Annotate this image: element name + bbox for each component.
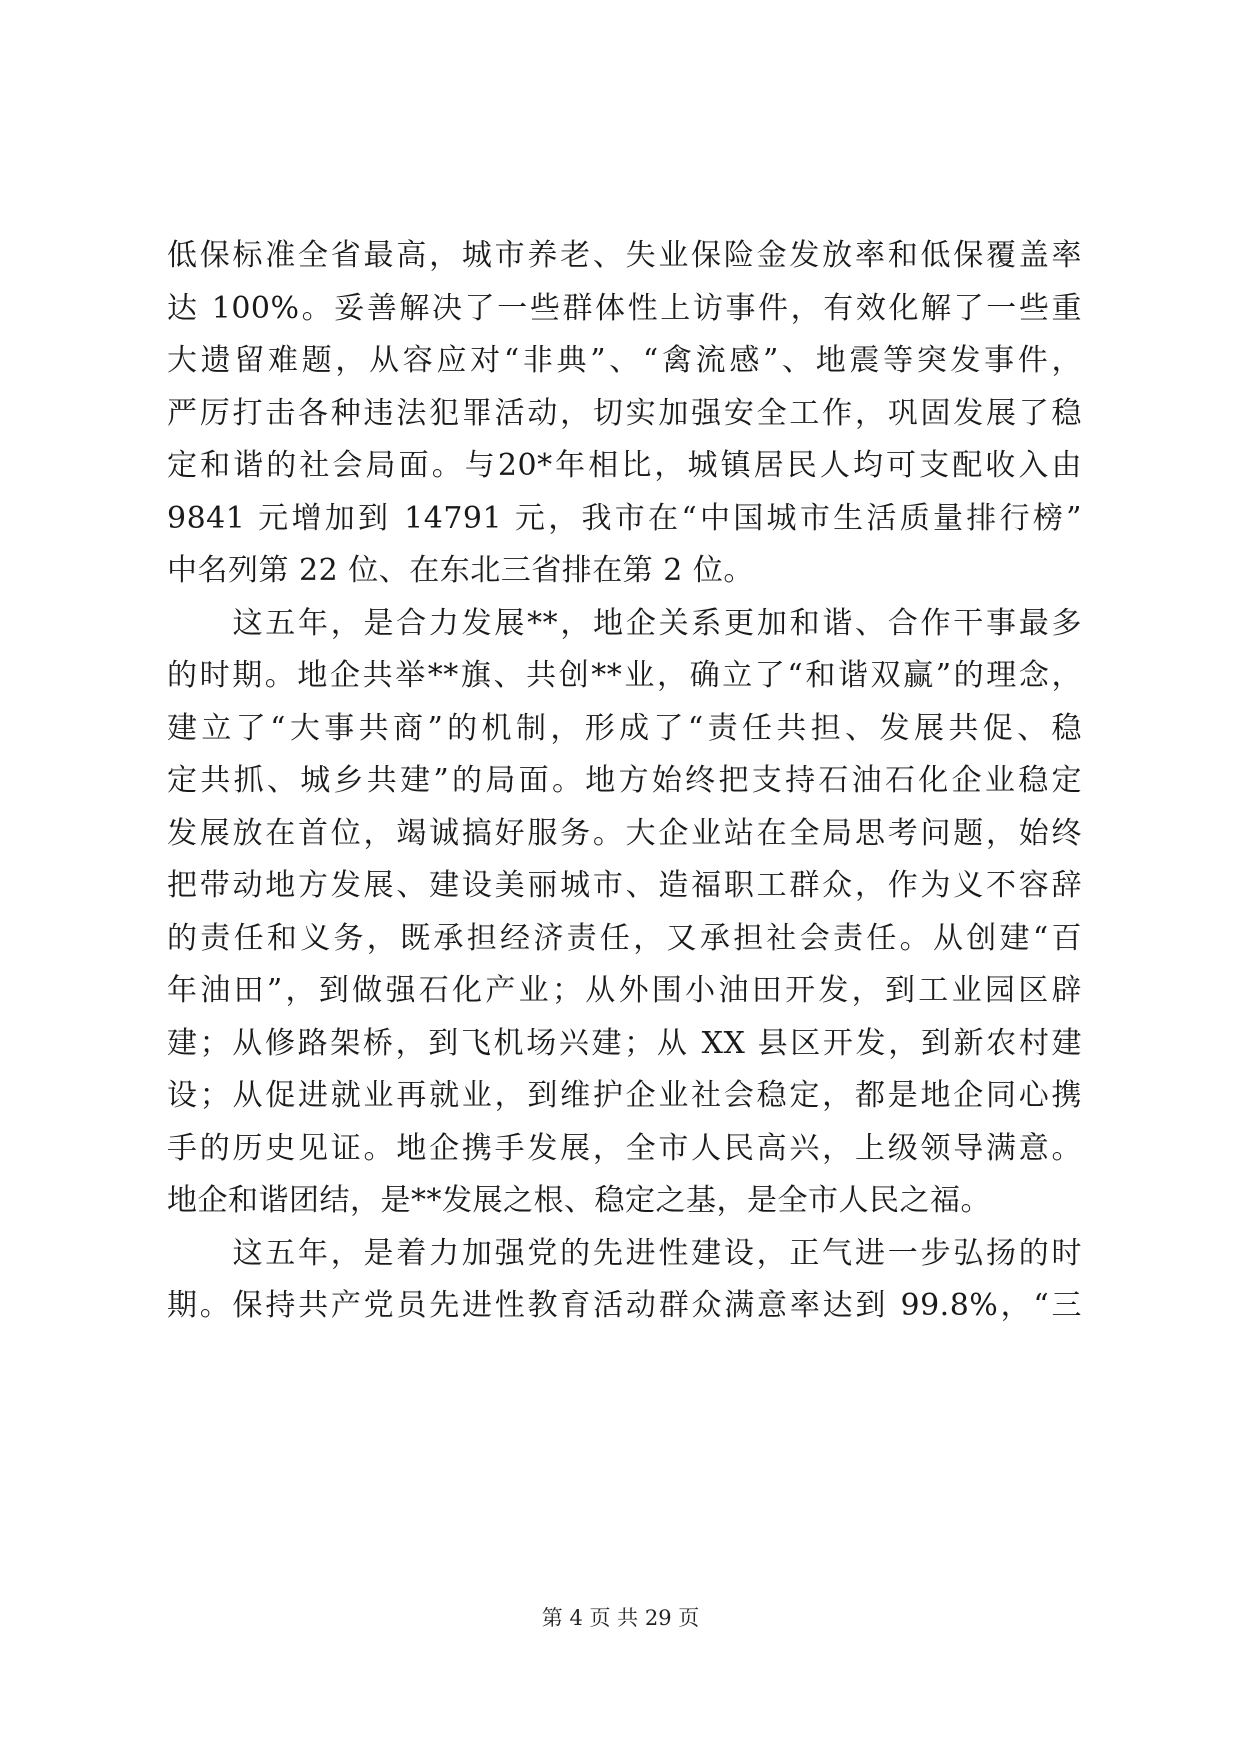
text-line: 这五年，是合力发展**，地企关系更加和谐、合作干事最多: [167, 605, 1082, 641]
text-line: 设；从促进就业再就业，到维护企业社会稳定，都是地企同心携: [167, 1078, 1082, 1113]
text-line: 9841 元增加到 14791 元，我市在“中国城市生活质量排行榜”: [167, 500, 1082, 536]
text-line: 定共抓、城乡共建”的局面。地方始终把支持石油石化企业稳定: [167, 763, 1082, 798]
text-line: 期。保持共产党员先进性教育活动群众满意率达到 99.8%，“三: [167, 1288, 1082, 1323]
text-line: 的时期。地企共举**旗、共创**业，确立了“和谐双赢”的理念，: [167, 658, 1082, 693]
text-line: 达 100%。妥善解决了一些群体性上访事件，有效化解了一些重: [167, 290, 1082, 326]
text-line: 建立了“大事共商”的机制，形成了“责任共担、发展共促、稳: [167, 710, 1082, 746]
body-text: [167, 230, 1082, 1333]
text-line: 地企和谐团结，是**发展之根、稳定之基，是全市人民之福。: [167, 1183, 991, 1218]
text-line: 大遗留难题，从容应对“非典”、“禽流感”、地震等突发事件，: [167, 343, 1082, 378]
text-line: 严厉打击各种违法犯罪活动，切实加强安全工作，巩固发展了稳: [167, 395, 1082, 431]
text-line: 的责任和义务，既承担经济责任，又承担社会责任。从创建“百: [167, 920, 1082, 956]
text-line: 定和谐的社会局面。与20*年相比，城镇居民人均可支配收入由: [167, 448, 1082, 483]
text-line: 低保标准全省最高，城市养老、失业保险金发放率和低保覆盖率: [167, 238, 1082, 273]
text-line: 把带动地方发展、建设美丽城市、造福职工群众，作为义不容辞: [167, 868, 1082, 903]
page-footer: 第 4 页 共 29 页: [541, 1606, 700, 1630]
text-line: 发展放在首位，竭诚搞好服务。大企业站在全局思考问题，始终: [167, 815, 1082, 851]
text-line: 中名列第 22 位、在东北三省排在第 2 位。: [167, 553, 754, 588]
text-line: 这五年，是着力加强党的先进性建设，正气进一步弘扬的时: [167, 1235, 1082, 1271]
text-line: 手的历史见证。地企携手发展，全市人民高兴，上级领导满意。: [167, 1130, 1082, 1166]
text-line: 建；从修路架桥，到飞机场兴建；从 XX 县区开发，到新农村建: [167, 1025, 1082, 1061]
text-line: 年油田”，到做强石化产业；从外围小油田开发，到工业园区辟: [167, 973, 1082, 1008]
